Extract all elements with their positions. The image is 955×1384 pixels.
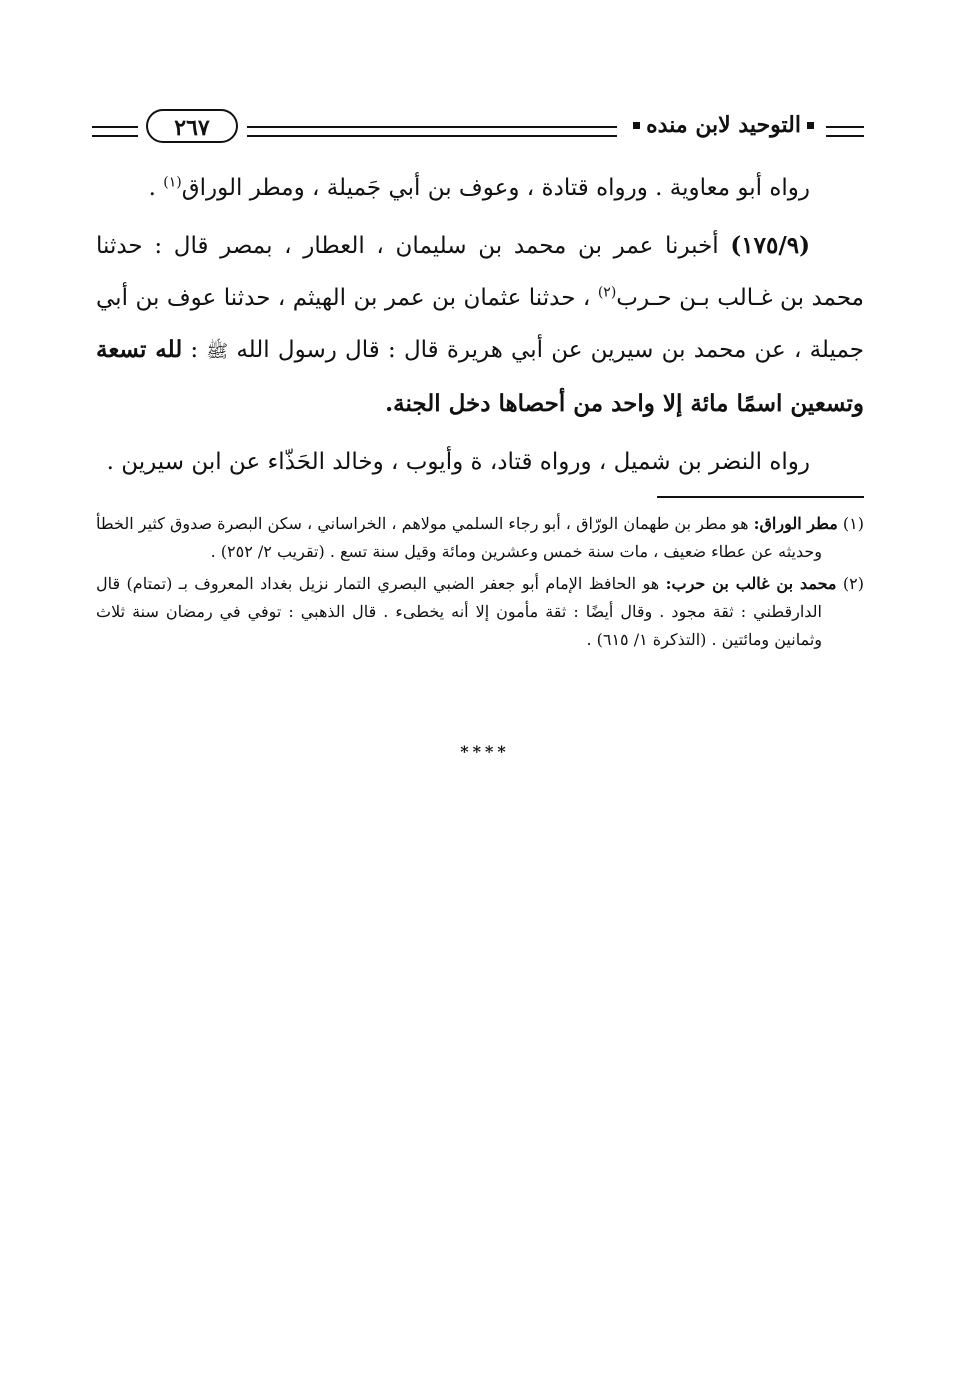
main-text <box>96 162 864 488</box>
book-title-text: التوحيد لابن منده <box>646 112 801 138</box>
header-rule-middle <box>247 126 617 137</box>
isnad-text-b: ، حدثنا عثمان بن عمر بن الهيثم ، حدثنا عوف بن أبي جميلة ، عن محمد بن سيرين عن أبي هريرة قال : قال رسول الله <box>96 285 864 363</box>
square-ornament <box>807 122 814 129</box>
isnad-text-a: أخبرنا عمر بن محمد بن سليمان ، العطار ، بمصر قال : حدثنا محمد بن غـالب بـن حـرب <box>96 233 864 311</box>
footnote-ref-2: (٢) <box>597 284 617 301</box>
footnote-separator <box>657 496 864 498</box>
footnote-1 <box>96 510 864 566</box>
paragraph-narration-2 <box>96 436 864 488</box>
hadith-matn: لله تسعة وتسعين اسمًا مائة إلا واحد من أحصاها دخل الجنة. <box>96 336 864 417</box>
footnotes <box>96 510 864 658</box>
paragraph-end: . <box>148 175 164 201</box>
end-of-section-mark: **** <box>460 742 510 761</box>
paragraph-hadith-175 <box>96 220 864 430</box>
square-ornament <box>633 122 640 129</box>
running-header <box>92 108 864 152</box>
footnote-name: مطر الوراق: <box>753 514 838 533</box>
book-title <box>633 112 814 138</box>
header-rule-right <box>826 126 864 137</box>
paragraph-text: رواه أبو معاوية . ورواه قتادة ، وعوف بن أبي جَميلة ، ومطر الوراق <box>181 175 810 201</box>
colon: : <box>182 337 207 363</box>
footnote-text: هو الحافظ الإمام أبو جعفر الضبي البصري التمار نزيل بغداد المعروف بـ (تمتام) قال الدارقطني : ثقة مجود . وقال أيضًا : ثقة مأمون إلا أنه يخطىء . قال الذهبي : توفي في رمضان سنة ثلاث وثمانين ومائتين . (التذكرة ١/ ٦١٥) . <box>96 574 822 649</box>
paragraph-text: رواه النضر بن شميل ، ورواه قتاد، ة وأيوب ، وخالد الحَذّاء عن ابن سيرين . <box>106 449 810 475</box>
footnote-marker: (١) <box>842 514 865 533</box>
footnote-text: هو مطر بن طهمان الورّاق ، أبو رجاء السلمي مولاهم ، الخراساني ، سكن البصرة صدوق كثير الخطأ وحديثه عن عطاء ضعيف ، مات سنة خمس وعشرين ومائة وقيل سنة تسع . (تقريب ٢/ ٢٥٢) . <box>96 514 822 561</box>
pbuh-glyph: ﷺ <box>206 341 229 362</box>
footnote-marker: (٢) <box>842 574 864 593</box>
header-rule-left <box>92 126 138 137</box>
page-number: ٢٦٧ <box>146 109 238 143</box>
footnote-name: محمد بن غالب بن حرب: <box>665 574 837 593</box>
footnote-ref-1: (١) <box>163 174 182 191</box>
footnote-2 <box>96 570 864 654</box>
hadith-number: (١٧٥/٩) <box>730 232 810 259</box>
paragraph-narration-1 <box>96 162 864 214</box>
